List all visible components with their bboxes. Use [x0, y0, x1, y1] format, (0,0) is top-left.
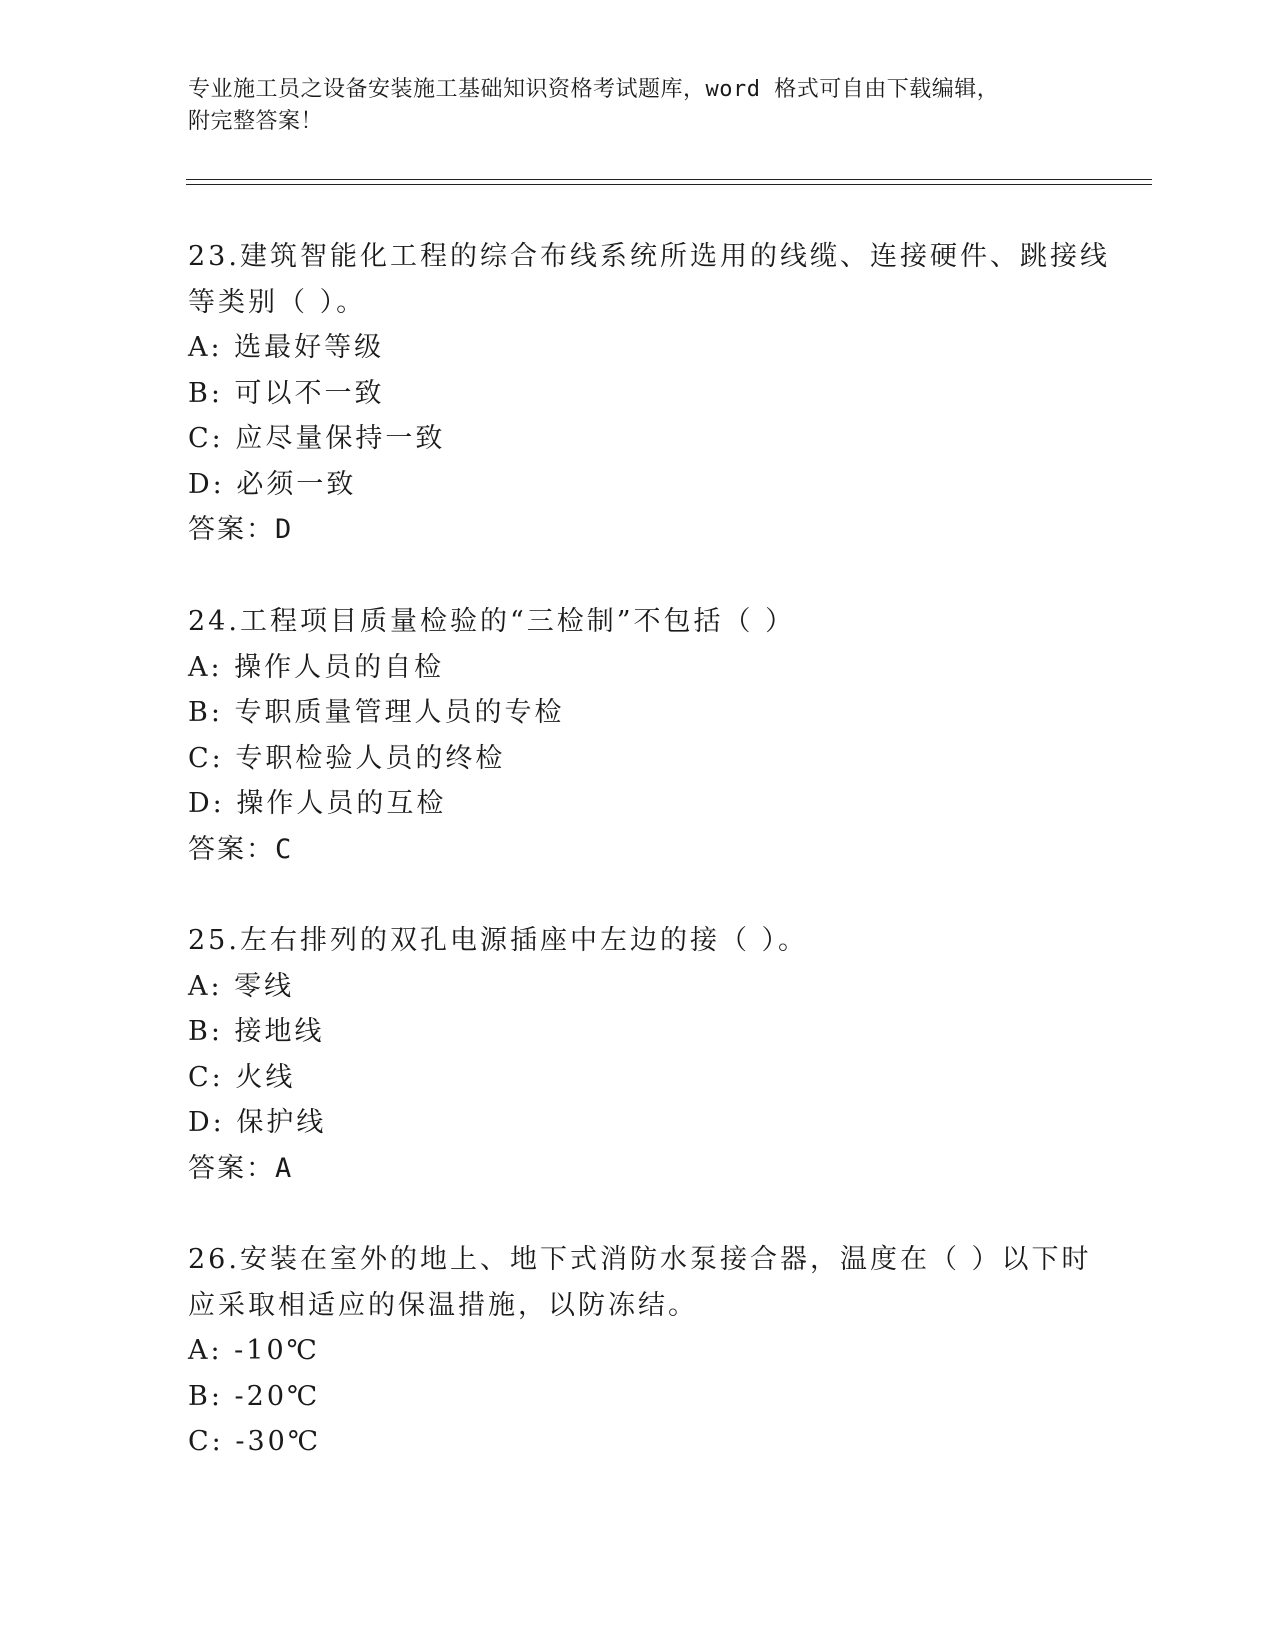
option-d: D: 必须一致 — [188, 468, 357, 500]
answer-value: D — [275, 514, 294, 545]
option-c: C: 火线 — [188, 1061, 296, 1093]
header-line-1: 专业施工员之设备安装施工基础知识资格考试题库，word 格式可自由下载编辑， — [188, 77, 1000, 102]
option-b: B: 接地线 — [188, 1016, 325, 1047]
header-divider-top — [186, 179, 1152, 180]
option-c: C: 专职检验人员的终检 — [188, 742, 506, 774]
option-b: B: 可以不一致 — [188, 377, 385, 409]
question-stem: 23.建筑智能化工程的综合布线系统所选用的线缆、连接硬件、跳接线 — [188, 241, 1110, 272]
question-stem: 等类别（ ）。 — [188, 286, 367, 318]
header-line-2: 附完整答案！ — [188, 109, 324, 134]
option-d: D: 保护线 — [188, 1107, 327, 1138]
option-a: A: 零线 — [188, 970, 295, 1002]
answer-value: A — [275, 1152, 294, 1184]
option-b: B: -20℃ — [188, 1380, 321, 1412]
question-23 — [188, 234, 1110, 553]
option-b: B: 专职质量管理人员的专检 — [188, 697, 565, 728]
answer-label: 答案： — [188, 1152, 275, 1184]
option-d: D: 操作人员的互检 — [188, 788, 447, 819]
question-25 — [188, 918, 1088, 1191]
answer-line — [188, 507, 1088, 553]
option-a: A: 操作人员的自检 — [188, 651, 445, 683]
question-stem: 25.左右排列的双孔电源插座中左边的接（ ）。 — [188, 925, 809, 956]
question-stem: 24.工程项目质量检验的“三检制”不包括（ ） — [188, 606, 796, 637]
document-header — [188, 74, 1088, 138]
option-a: A: -10℃ — [188, 1335, 320, 1366]
answer-line — [188, 827, 1088, 873]
answer-label: 答案： — [188, 833, 275, 865]
answer-label: 答案： — [188, 514, 275, 545]
header-divider-bottom — [186, 184, 1152, 185]
option-a: A: 选最好等级 — [188, 332, 385, 363]
question-stem: 应采取相适应的保温措施，以防冻结。 — [188, 1289, 698, 1321]
option-c: C: -30℃ — [188, 1426, 322, 1457]
question-stem: 26.安装在室外的地上、地下式消防水泵接合器，温度在（ ）以下时 — [188, 1244, 1092, 1275]
question-26 — [188, 1237, 1092, 1465]
answer-value: C — [275, 833, 294, 865]
question-24 — [188, 599, 1088, 872]
answer-line — [188, 1146, 1088, 1192]
option-c: C: 应尽量保持一致 — [188, 423, 446, 454]
